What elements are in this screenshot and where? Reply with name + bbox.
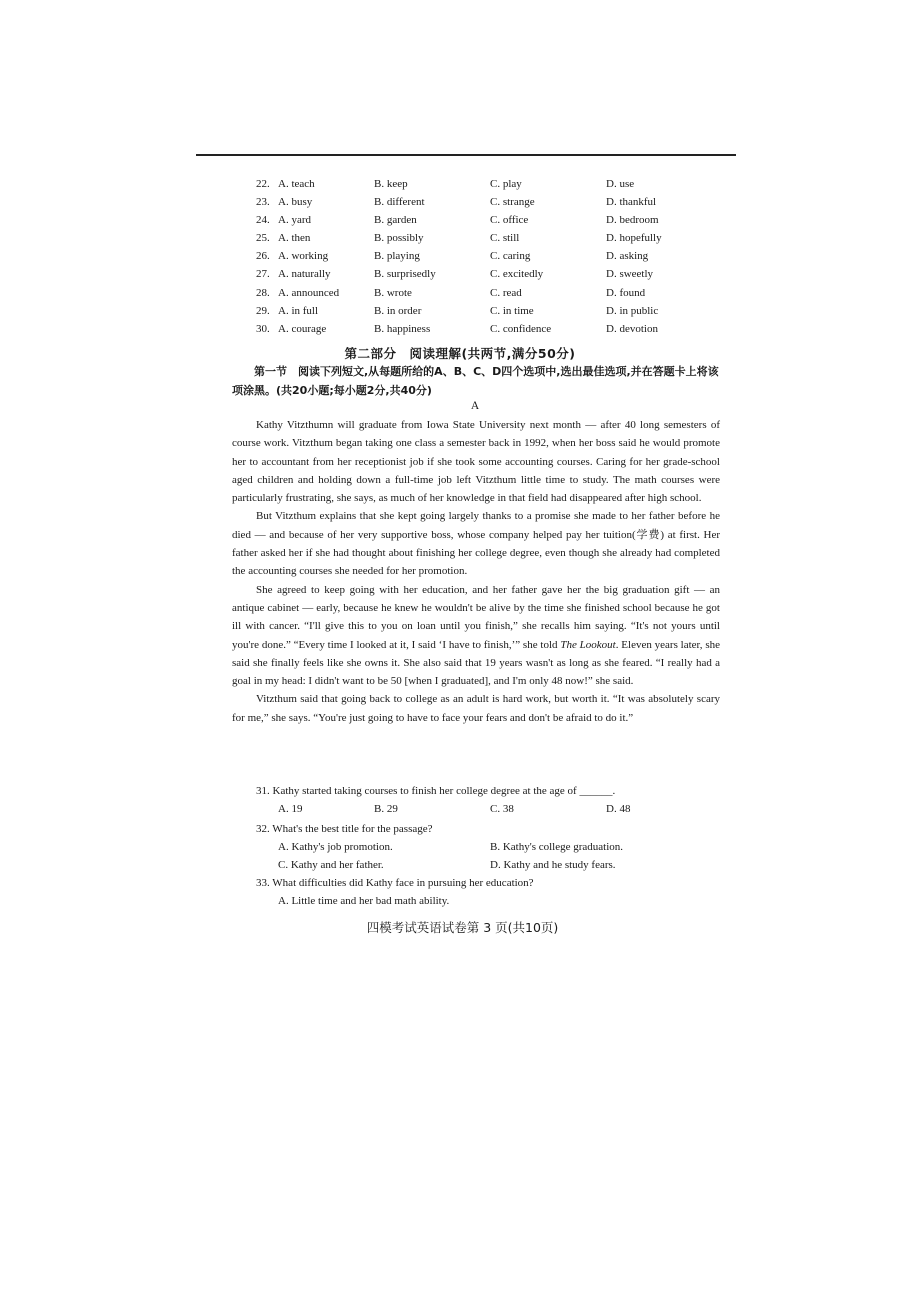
option-a: A. in full bbox=[278, 304, 319, 317]
question-number: 26. bbox=[256, 250, 270, 263]
question-number: 28. bbox=[256, 286, 270, 299]
option-c: C. office bbox=[490, 214, 529, 227]
passage-label: A bbox=[470, 400, 480, 412]
option-d: D. thankful bbox=[606, 196, 657, 209]
option-b: B. different bbox=[374, 196, 425, 209]
option-row bbox=[256, 268, 706, 286]
question-32-option-c: C. Kathy and her father. bbox=[278, 859, 384, 871]
option-a: A. courage bbox=[278, 322, 327, 335]
option-a: A. working bbox=[278, 250, 329, 263]
option-row bbox=[256, 232, 706, 250]
passage-a bbox=[232, 416, 720, 727]
option-a: A. teach bbox=[278, 178, 315, 190]
top-rule bbox=[196, 154, 736, 156]
option-a: A. yard bbox=[278, 214, 311, 227]
question-31-stem: 31. Kathy started taking courses to finish her college degree at the age of ______. bbox=[256, 785, 616, 797]
question-32-option-b: B. Kathy's college graduation. bbox=[490, 841, 624, 853]
option-c: C. excitedly bbox=[490, 268, 544, 281]
option-b: B. garden bbox=[374, 214, 417, 227]
question-number: 25. bbox=[256, 232, 270, 245]
option-row bbox=[256, 287, 706, 305]
paragraph-3 bbox=[232, 581, 720, 691]
option-d: D. devotion bbox=[606, 322, 658, 335]
question-33 bbox=[256, 874, 726, 910]
publication-name: The Lookout bbox=[560, 638, 616, 651]
option-b: B. wrote bbox=[374, 286, 412, 299]
option-b: B. playing bbox=[374, 250, 420, 263]
option-c: C. confidence bbox=[490, 322, 552, 335]
question-33-option-a: A. Little time and her bad math ability. bbox=[278, 895, 450, 907]
option-c: C. caring bbox=[490, 250, 531, 263]
option-d: D. bedroom bbox=[606, 214, 659, 227]
paragraph-4: Vitzthum said that going back to college as an adult is hard work, but worth it. “It was absolutely scary for me,” she says. “You're just going to have to face your fears and don't be afraid to do it.” bbox=[232, 693, 720, 724]
question-31-option-d: D. 48 bbox=[606, 803, 631, 815]
option-c: C. strange bbox=[490, 196, 535, 209]
option-d: D. found bbox=[606, 286, 646, 299]
question-32-stem: 32. What's the best title for the passage? bbox=[256, 823, 433, 835]
question-32 bbox=[256, 820, 726, 874]
instruction-text: 第一节 阅读下列短文,从每题所给的A、B、C、D四个选项中,选出最佳选项,并在答题卡上将该项涂黑。(共20小题;每小题2分,共40分) bbox=[232, 365, 719, 397]
option-c: C. play bbox=[490, 178, 522, 190]
paragraph-3-part-2: . Eleven years later, she said she finally feels like she owns it. She also said that 19 years wasn't as long as she feared. “I really had a goal in my head: I didn't want to be 50 [when I graduated], and I'm only 48 now!” she said. bbox=[232, 638, 721, 688]
option-row bbox=[256, 178, 706, 196]
option-b: B. surprisedly bbox=[374, 268, 436, 281]
option-row bbox=[256, 250, 706, 268]
question-32-option-a: A. Kathy's job promotion. bbox=[278, 841, 393, 853]
option-row bbox=[256, 214, 706, 232]
option-d: D. use bbox=[606, 178, 635, 190]
option-d: D. sweetly bbox=[606, 268, 654, 281]
part-title: 第二部分 阅读理解(共两节,满分50分) bbox=[344, 346, 576, 361]
option-b: B. in order bbox=[374, 304, 422, 317]
question-32-option-d: D. Kathy and he study fears. bbox=[490, 859, 616, 871]
question-number: 24. bbox=[256, 214, 270, 227]
paragraph-1: Kathy Vitzthumn will graduate from Iowa State University next month — after 40 long semesters of course work. Vitzthum began taking one class a semester back in 1992, when her boss said he would promote her to accountant from her receptionist job if she took some accounting courses. Caring for her grade-school aged children and holding down a full-time job left Vitzthum little time to study. The math courses were particularly frustrating, she says, as much of her knowledge in that field had disappeared after high school. bbox=[232, 419, 720, 505]
question-31-option-a: A. 19 bbox=[278, 803, 303, 815]
section-instruction bbox=[232, 362, 724, 400]
option-b: B. keep bbox=[374, 178, 408, 190]
question-33-stem: 33. What difficulties did Kathy face in pursuing her education? bbox=[256, 877, 534, 889]
paragraph-2: But Vitzthum explains that she kept going largely thanks to a promise she made to her father before he died — and because of her very supportive boss, whose company helped pay her tuition(学费) at first. Her father asked her if she had thought about finishing her college degree, even though she already had completed the accounting courses she needed for her promotion. bbox=[232, 510, 720, 578]
question-31-option-b: B. 29 bbox=[374, 803, 398, 815]
question-number: 27. bbox=[256, 268, 270, 281]
question-number: 23. bbox=[256, 196, 270, 209]
question-31 bbox=[256, 782, 726, 818]
question-number: 30. bbox=[256, 322, 270, 335]
page-footer: 四模考试英语试卷第 3 页(共10页) bbox=[366, 920, 559, 935]
option-a: A. announced bbox=[278, 286, 340, 299]
option-a: A. then bbox=[278, 232, 311, 245]
option-row bbox=[256, 305, 706, 323]
cloze-options bbox=[256, 178, 706, 341]
option-row bbox=[256, 196, 706, 214]
option-d: D. hopefully bbox=[606, 232, 662, 245]
paragraph-3-part-1: She agreed to keep going with her education, and her father gave her the big graduation gift — an antique cabinet — early, because he knew he wouldn't be alive by the time she finished school because he got ill with cancer. “I'll give this to you on loan until you finish,” she recalls him saying. “It's not yours until you're done.” “Every time I looked at it, I said ‘I have to finish,’” she told bbox=[232, 583, 720, 651]
option-a: A. busy bbox=[278, 196, 313, 209]
option-c: C. in time bbox=[490, 304, 534, 317]
option-b: B. possibly bbox=[374, 232, 424, 245]
option-c: C. still bbox=[490, 232, 520, 245]
option-row bbox=[256, 323, 706, 341]
option-a: A. naturally bbox=[278, 268, 331, 281]
question-number: 22. bbox=[256, 178, 270, 190]
question-31-option-c: C. 38 bbox=[490, 803, 514, 815]
option-d: D. asking bbox=[606, 250, 649, 263]
option-c: C. read bbox=[490, 286, 522, 299]
option-d: D. in public bbox=[606, 304, 659, 317]
option-b: B. happiness bbox=[374, 322, 431, 335]
question-number: 29. bbox=[256, 304, 270, 317]
